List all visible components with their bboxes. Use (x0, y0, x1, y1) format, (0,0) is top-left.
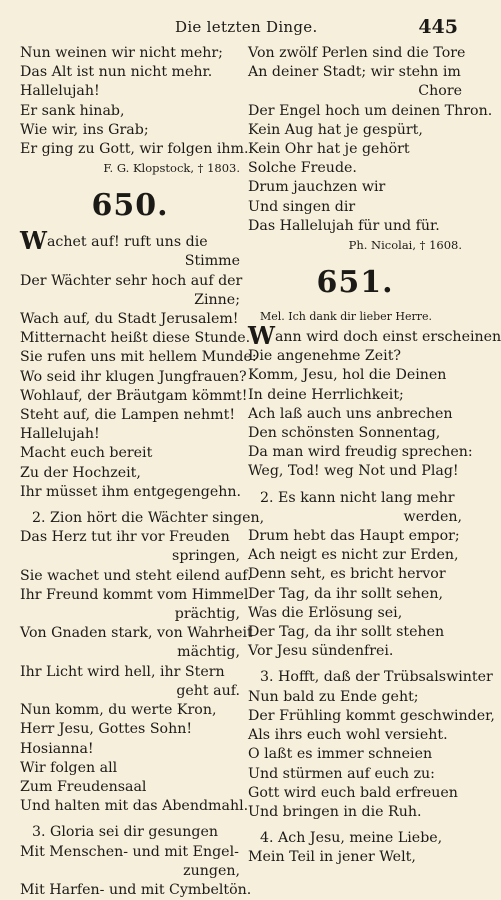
verse-line: Sie rufen uns mit hellem Munde: (20, 349, 257, 366)
verse-line: Als ihrs euch wohl versieht. (248, 727, 448, 744)
verse-line: Kein Ohr hat je gehört (248, 141, 410, 158)
verse-line: Nun bald zu Ende geht; (248, 688, 419, 705)
drop-cap: W (20, 226, 47, 256)
verse-line: An deiner Stadt; wir stehn im (248, 64, 461, 81)
verse-line: Was die Erlösung sei, (248, 604, 403, 621)
left-column (20, 44, 265, 900)
verse-line: Ihr Licht wird hell, ihr Stern (20, 663, 225, 680)
verse-line: geht auf. (176, 682, 240, 699)
verse-line: Wo seid ihr klugen Jungfrauen? (20, 368, 247, 385)
verse-line: Wir folgen all (20, 759, 118, 776)
verse-line: Und bringen in die Ruh. (248, 803, 422, 820)
hymn-651-stanza-3 (248, 668, 495, 822)
verse-line: Der Frühling kommt geschwinder, (248, 707, 495, 724)
hymn-650-stanza-3 (20, 823, 252, 900)
verse-line: Das Herz tut ihr vor Freuden (20, 529, 230, 546)
verse-line: Hosianna! (20, 740, 94, 757)
right-column (248, 44, 501, 868)
verse-line: Solche Freude. (248, 160, 357, 177)
author-attribution: Ph. Nicolai, † 1608. (348, 238, 462, 253)
verse-line: Der Engel hoch um deinen Thron. (248, 102, 493, 119)
hymn-650-stanza-1 (20, 226, 257, 502)
verse-line: Zum Freudensaal (20, 778, 147, 795)
verse-line: 2. Zion hört die Wächter singen, (32, 510, 265, 527)
verse-line: In deine Herrlichkeit; (248, 386, 404, 403)
verse-line: Komm, Jesu, hol die Deinen (248, 367, 447, 384)
verse-line: zungen, (183, 862, 240, 879)
verse-line: Und singen dir (248, 198, 356, 215)
verse-line: Das Alt ist nun nicht mehr. (20, 64, 213, 81)
verse-line: O laßt es immer schneien (248, 746, 433, 763)
verse-line: achet auf! ruft uns die (46, 234, 208, 251)
verse-line: Ach laß auch uns anbrechen (248, 405, 453, 422)
verse-line: Zu der Hochzeit, (20, 464, 141, 481)
verse-line: Der Tag, da ihr sollt stehen (248, 624, 445, 641)
author-attribution: F. G. Klopstock, † 1803. (103, 161, 240, 176)
verse-line: Mein Teil in jener Welt, (248, 849, 416, 866)
verse-line: Da man wird freudig sprechen: (248, 444, 473, 461)
verse-line: Er sank hinab, (20, 102, 125, 119)
verse-line: Wie wir, ins Grab; (20, 121, 149, 138)
verse-line: Hallelujah! (20, 83, 100, 100)
hymn-651-stanza-4 (248, 829, 462, 867)
verse-line: Gott wird euch bald erfreuen (248, 784, 458, 801)
verse-line: Ihr Freund kommt vom Himmel (20, 586, 249, 603)
verse-line: Stimme (184, 253, 240, 270)
verse-line: Sie wachet und steht eilend auf. (20, 567, 252, 584)
hymn-651-stanza-2 (248, 489, 462, 662)
verse-line: Mit Harfen- und mit Cymbeltön. (20, 881, 252, 898)
verse-line: Und stürmen auf euch zu: (248, 765, 435, 782)
verse-line: Denn seht, es bricht hervor (248, 566, 446, 583)
verse-line: Ihr müsset ihm entgegengehn. (20, 483, 242, 500)
melody-note: Mel. Ich dank dir lieber Herre. (260, 310, 433, 324)
verse-line: Drum jauchzen wir (248, 179, 386, 196)
verse-line: Steht auf, die Lampen nehmt! (20, 407, 236, 424)
previous-hymn-ending (20, 44, 249, 177)
verse-line: 3. Gloria sei dir gesungen (32, 824, 219, 841)
verse-line: Hallelujah! (20, 426, 100, 443)
verse-line: Nun weinen wir nicht mehr; (20, 45, 223, 61)
verse-line: Drum hebt das Haupt empor; (248, 528, 460, 545)
verse-line: mächtig, (177, 644, 240, 661)
verse-line: ann wird doch einst erscheinen (274, 329, 501, 346)
verse-line: Und halten mit das Abendmahl. (20, 798, 249, 815)
verse-line: Mit Menschen- und mit Engel- (20, 843, 239, 860)
verse-line: Chore (418, 83, 462, 100)
page-header (0, 16, 480, 40)
verse-line: Den schönsten Sonnentag, (248, 425, 441, 442)
hymn-number: 651. (316, 265, 394, 301)
verse-line: Nun komm, du werte Kron, (20, 702, 217, 719)
verse-line: Das Hallelujah für und für. (248, 217, 440, 234)
verse-line: Macht euch bereit (20, 445, 153, 462)
verse-line: 2. Es kann nicht lang mehr (260, 489, 455, 506)
verse-line: 3. Hofft, daß der Trübsalswinter (260, 669, 493, 686)
hymn-651-stanza-1 (248, 321, 501, 482)
verse-line: Mitternacht heißt diese Stunde. (20, 330, 251, 347)
verse-line: Weg, Tod! weg Not und Plag! (248, 463, 459, 480)
verse-line: Ach neigt es nicht zur Erden, (248, 547, 459, 564)
verse-line: Vor Jesu sündenfrei. (248, 643, 394, 660)
verse-line: Zinne; (194, 291, 240, 308)
hymn-number: 650. (91, 188, 169, 224)
verse-line: Der Wächter sehr hoch auf der (20, 272, 243, 289)
previous-hymn-ending (248, 44, 493, 254)
verse-line: Von zwölf Perlen sind die Tore (248, 45, 466, 61)
verse-line: 4. Ach Jesu, meine Liebe, (260, 830, 443, 847)
verse-line: Wohlauf, der Bräutgam kömmt! (20, 387, 248, 404)
verse-line: Wach auf, du Stadt Jerusalem! (20, 311, 239, 328)
verse-line: Der Tag, da ihr sollt sehen, (248, 585, 443, 602)
verse-line: Kein Aug hat je gespürt, (248, 121, 423, 138)
hymn-650-stanza-2 (20, 509, 265, 816)
page-number: 445 (418, 16, 458, 38)
verse-line: werden, (403, 508, 462, 525)
drop-cap: W (248, 321, 275, 351)
verse-line: Er ging zu Gott, wir folgen ihm. (20, 141, 249, 158)
verse-line: Herr Jesu, Gottes Sohn! (20, 721, 193, 738)
verse-line: springen, (172, 548, 240, 565)
running-title: Die letzten Dinge. (175, 18, 318, 36)
verse-line: Die angenehme Zeit? (248, 348, 402, 365)
verse-line: Von Gnaden stark, von Wahrheit (20, 625, 253, 642)
verse-line: prächtig, (174, 606, 240, 623)
